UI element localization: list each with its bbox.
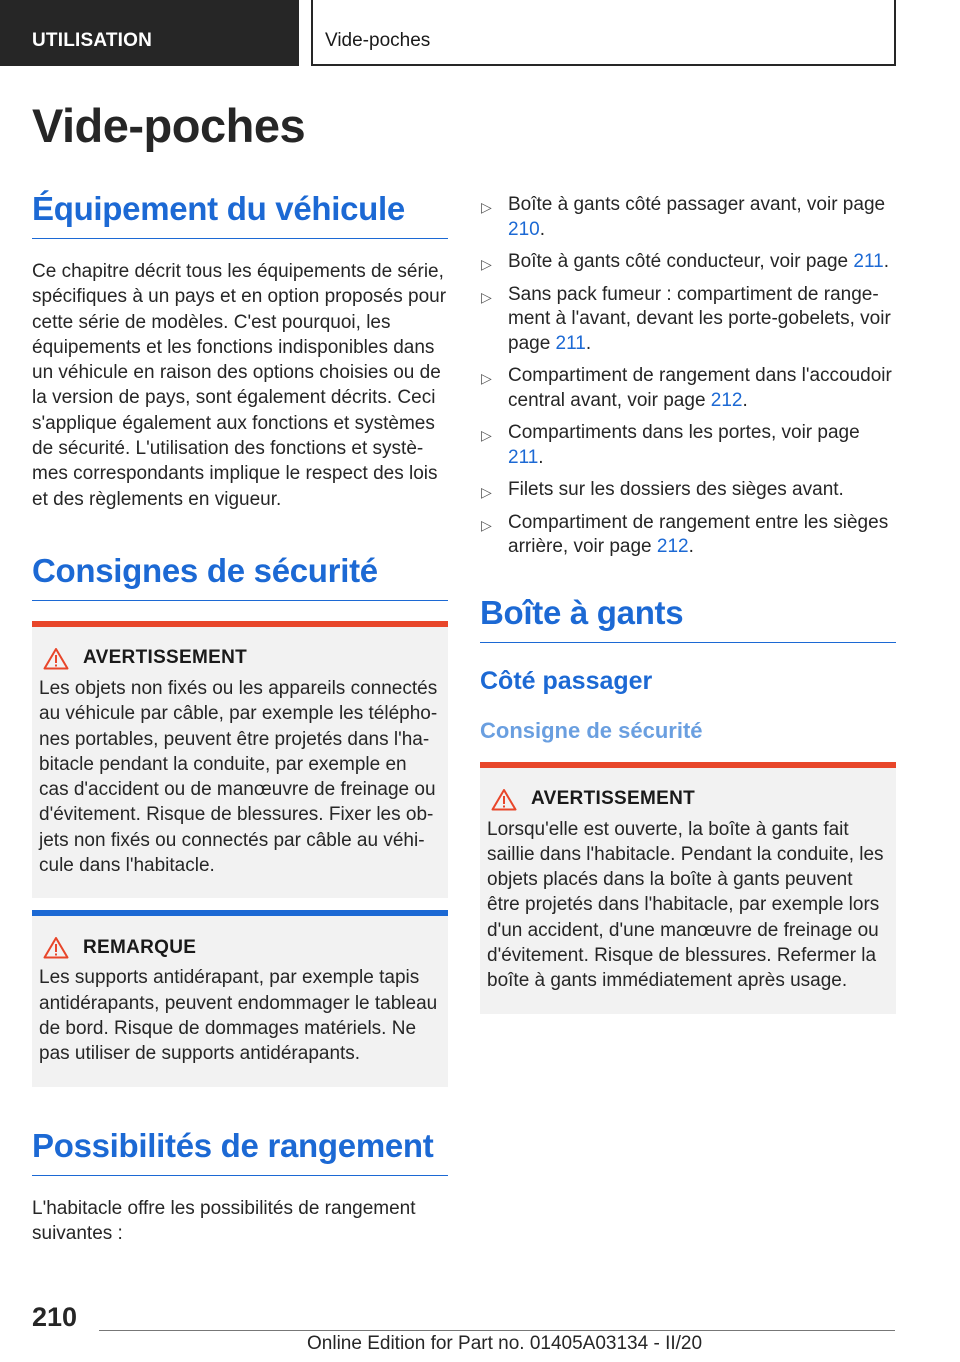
list-item-text: Filets sur les dossiers des sièges avant. bbox=[508, 479, 844, 500]
page-link-212[interactable]: 212 bbox=[656, 536, 689, 557]
warning-text: Lorsqu'elle est ouverte, la boîte à gants fait saillie dans l'habitacle. Pendant la conduite, les objets placés dans la boîte à gants peuvent être projetés dans l'habitacle, par exemple lors d'un accident, d'une manœuvre de freinage ou d'évitement. Risque de blessures. Refermer la boîte à gants immédiatement après usage. bbox=[487, 818, 884, 992]
bullet-triangle-icon: ▷ bbox=[481, 199, 492, 215]
page-title: Vide-poches bbox=[32, 99, 306, 152]
subheading-consigne: Consigne de sécurité bbox=[480, 717, 703, 743]
list-item bbox=[480, 250, 896, 275]
page-number: 210 bbox=[32, 1302, 78, 1332]
page-link-211[interactable]: 211 bbox=[508, 446, 539, 468]
warning-header bbox=[39, 647, 440, 670]
heading-consignes: Consignes de sécurité bbox=[32, 552, 448, 601]
list-item-end: . bbox=[742, 389, 748, 411]
heading-equipement: Équipement du véhicule bbox=[32, 190, 448, 239]
paragraph-equipement: Ce chapitre décrit tous les équipements de série, spécifiques à un pays et en option proposés pour cette série de modèles. C'est pourquoi, les équipements et les fonctions indisponibles dans un véhicule en raison des options choisies ou de la version de pays, sont également décrits. Ceci s'applique également aux fonctions et systèmes de sécurité. L'utilisation des fonctions et systèmes correspondants implique le respect des lois et des règlements en vigueur. bbox=[32, 261, 447, 510]
list-item bbox=[480, 511, 896, 560]
footer-edition: Online Edition for Part no. 01405A03134 - II/20 bbox=[307, 1333, 703, 1354]
subheading-cote-passager: Côté passager bbox=[480, 666, 653, 695]
page-link-212[interactable]: 212 bbox=[710, 389, 743, 411]
list-item-text: Compartiments dans les portes, voir page bbox=[508, 422, 860, 443]
header-chapter-box bbox=[311, 0, 896, 66]
warning-title: AVERTISSEMENT bbox=[531, 788, 696, 809]
list-item-end: . bbox=[538, 446, 544, 468]
list-item-end: . bbox=[585, 332, 592, 354]
list-item-end: . bbox=[539, 218, 545, 240]
warning-header bbox=[487, 788, 888, 811]
list-item-end: . bbox=[883, 251, 889, 272]
page-link-211[interactable]: 211 bbox=[853, 251, 884, 272]
list-item bbox=[480, 283, 896, 357]
bullet-triangle-icon: ▷ bbox=[481, 288, 492, 305]
list-item-end: . bbox=[688, 536, 694, 557]
note-header bbox=[39, 936, 440, 959]
page-link-210[interactable]: 210 bbox=[508, 218, 540, 240]
paragraph-possibilites: L'habitacle offre les possibilités de rangement suivantes : bbox=[32, 1197, 416, 1244]
list-item bbox=[480, 193, 896, 242]
bullet-triangle-icon: ▷ bbox=[481, 256, 492, 272]
warning-triangle-icon bbox=[491, 788, 517, 811]
list-item-text: Boîte à gants côté passager avant, voir page bbox=[508, 194, 886, 215]
storage-list bbox=[480, 193, 896, 560]
warning-triangle-icon bbox=[43, 647, 69, 670]
list-item-text: Sans pack fumeur : compartiment de rangement à l'avant, devant les porte-gobelets, voir page bbox=[508, 283, 891, 354]
header-chapter-label: Vide-poches bbox=[313, 0, 894, 64]
right-column bbox=[480, 193, 896, 1014]
warning-text: Les objets non fixés ou les appareils connectés au véhicule par câble, par exemple les téléphones portables, peuvent être projetés dans l'habitacle pendant la conduite, par exemple en cas d'accident ou de manœuvre de freinage ou d'évitement. Risque de blessures. Fixer les objets non fixés ou connectés par câble au véhicule dans l'habitacle. bbox=[39, 677, 438, 877]
list-item-text: Compartiment de rangement dans l'accoudoir central avant, voir page bbox=[508, 365, 892, 411]
note-box-antislip bbox=[32, 910, 448, 1086]
list-item-text: Boîte à gants côté conducteur, voir page bbox=[508, 251, 854, 272]
note-text: Les supports antidérapant, par exemple tapis antidérapants, peuvent endommager le tableau de bord. Risque de dommages matériels. Ne pas utiliser de supports antidérapants. bbox=[39, 967, 438, 1065]
list-item bbox=[480, 421, 896, 470]
warning-triangle-icon bbox=[43, 936, 69, 959]
heading-possibilites: Possibilités de rangement bbox=[32, 1127, 448, 1176]
list-item-text: Compartiment de rangement entre les sièges arrière, voir page bbox=[508, 511, 889, 557]
footer-rule bbox=[99, 1330, 895, 1331]
warning-title: AVERTISSEMENT bbox=[83, 647, 248, 669]
list-item bbox=[480, 364, 896, 413]
warning-box-objects bbox=[32, 621, 448, 898]
bullet-triangle-icon: ▷ bbox=[481, 516, 492, 533]
bullet-triangle-icon: ▷ bbox=[481, 427, 492, 443]
bullet-triangle-icon: ▷ bbox=[481, 484, 492, 500]
page-link-211[interactable]: 211 bbox=[555, 332, 586, 354]
note-title: REMARQUE bbox=[83, 936, 197, 958]
list-item bbox=[480, 478, 896, 503]
left-column bbox=[32, 190, 448, 1246]
warning-box-glovebox bbox=[480, 762, 896, 1014]
header-section-label: UTILISATION bbox=[0, 0, 299, 66]
running-header bbox=[0, 0, 960, 66]
bullet-triangle-icon: ▷ bbox=[481, 370, 492, 386]
heading-boite-a-gants: Boîte à gants bbox=[480, 594, 896, 643]
